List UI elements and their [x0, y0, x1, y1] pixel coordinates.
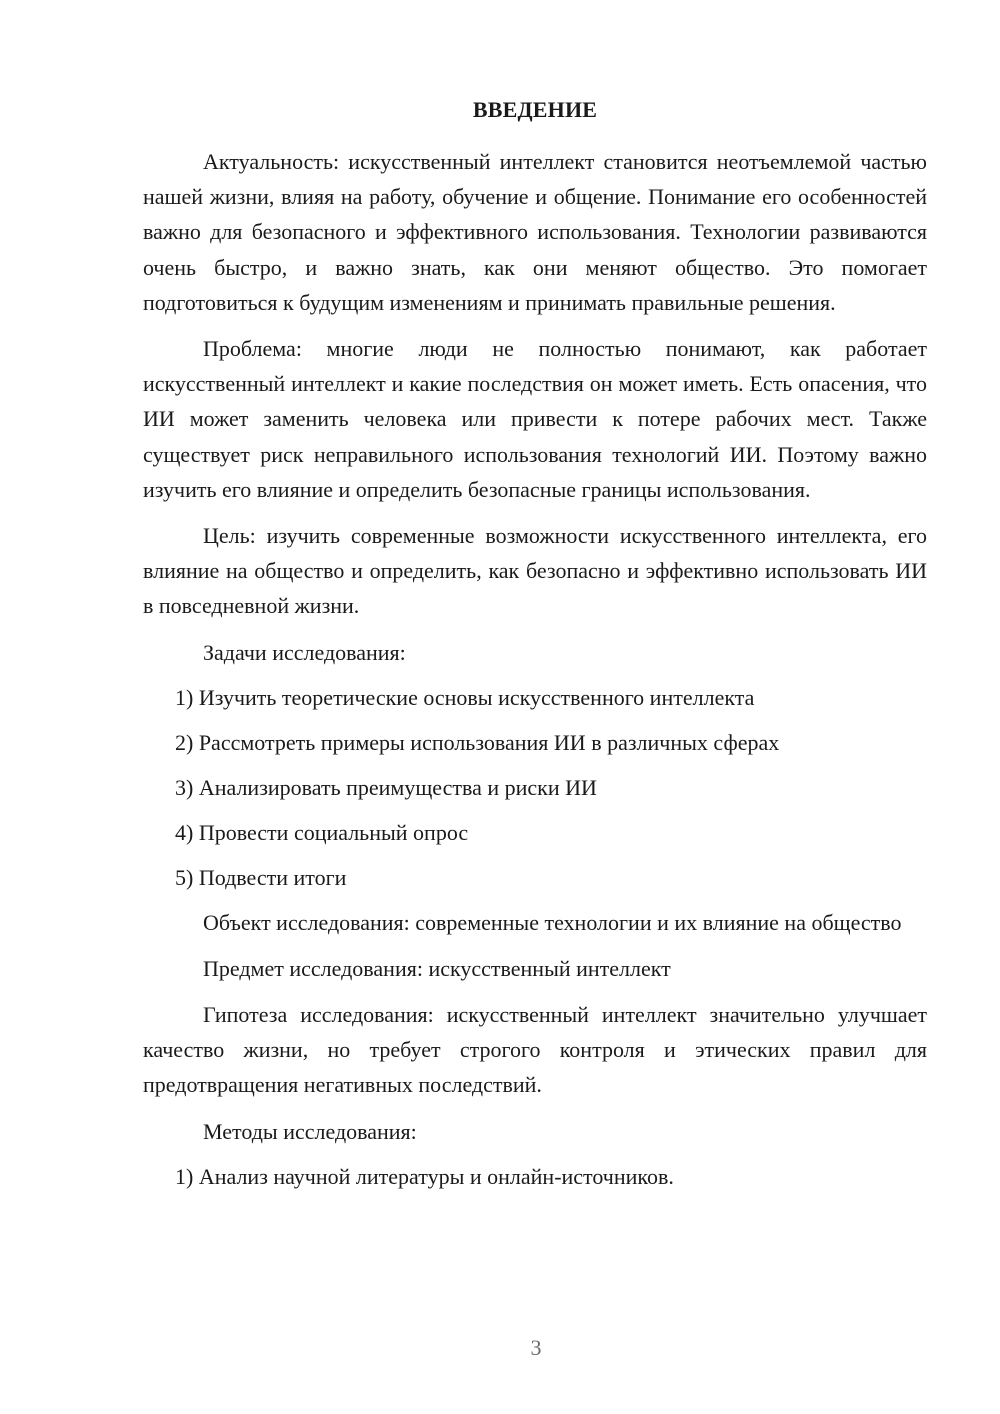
goal-paragraph: Цель: изучить современные возможности искусственного интеллекта, его влияние на общество и определить, как безопасно и эффективно использовать ИИ в повседневной жизни.	[143, 523, 927, 619]
problem-paragraph: Проблема: многие люди не полностью понимают, как работает искусственный интеллект и какие последствия он может иметь. Есть опасения, что ИИ может заменить человека или привести к потере рабочих мест. Также существует риск неправильного использования технологий ИИ. Поэтому важно изучить его влияние и определить безопасные границы использования.	[143, 336, 927, 502]
methods-list	[143, 1159, 927, 1194]
object-paragraph: Объект исследования: современные технологии и их влияние на общество	[203, 909, 902, 935]
tasks-title: Задачи исследования:	[203, 639, 406, 665]
document-page	[143, 96, 927, 1204]
task-item: 1) Изучить теоретические основы искусственного интеллекта	[175, 684, 755, 710]
subject-paragraph: Предмет исследования: искусственный интеллект	[203, 955, 671, 981]
hypothesis-paragraph: Гипотеза исследования: искусственный интеллект значительно улучшает качество жизни, но требует строгого контроля и этических правил для предотвращения негативных последствий.	[143, 1002, 927, 1098]
page-number: 3	[530, 1335, 542, 1360]
tasks-list	[143, 680, 927, 895]
task-item: 4) Провести социальный опрос	[175, 819, 469, 845]
method-item: 1) Анализ научной литературы и онлайн-источников.	[175, 1163, 674, 1189]
task-item: 2) Рассмотреть примеры использования ИИ в различных сферах	[175, 729, 780, 755]
section-heading: ВВЕДЕНИЕ	[472, 97, 598, 122]
methods-title: Методы исследования:	[203, 1118, 417, 1144]
relevance-paragraph: Актуальность: искусственный интеллект становится неотъемлемой частью нашей жизни, влияя на работу, обучение и общение. Понимание его особенностей важно для безопасного и эффективного использования. Технологии развиваются очень быстро, и важно знать, как они меняют общество. Это помогает подготовиться к будущим изменениям и принимать правильные решения.	[143, 149, 927, 315]
task-item: 5) Подвести итоги	[175, 864, 347, 890]
task-item: 3) Анализировать преимущества и риски ИИ	[175, 774, 597, 800]
